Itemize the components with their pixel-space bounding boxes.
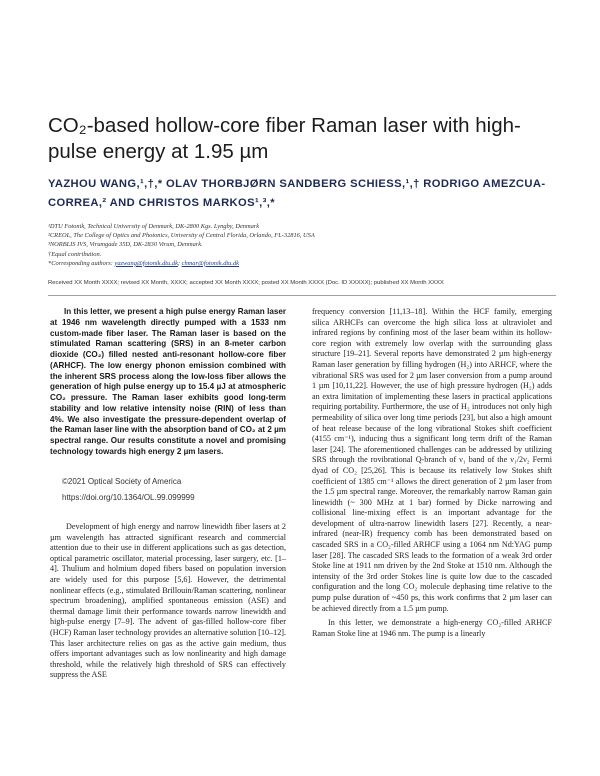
author-list: YAZHOU WANG,¹,†,* OLAV THORBJØRN SANDBERG SCHIESS,¹,† RODRIGO AMEZCUA-CORREA,² AND CHRISTOS MARKOS¹,³,*: [48, 178, 546, 209]
copyright: ©2021 Optical Society of America: [62, 477, 182, 486]
affiliation-3: ³NORBLIS IVS, Virumgade 35D, DK-2830 Virum, Denmark.: [48, 241, 203, 249]
email-link-1[interactable]: yazwang@fotonik.dtu.dk: [114, 259, 178, 267]
body-column-right: [312, 307, 552, 639]
affiliation-2: ²CREOL, The College of Optics and Photonics, University of Central Florida, Orlando, FL-32816, USA: [48, 232, 315, 240]
affiliation-1: ¹DTU Fotonik, Technical University of Denmark, DK-2800 Kgs. Lyngby, Denmark: [48, 223, 260, 230]
abstract: [50, 307, 286, 458]
header-divider: [48, 295, 556, 296]
intro-paragraph: Development of high energy and narrow linewidth fiber lasers at 2 µm wavelength has attracted significant research and commercial attention due to their use in different applications such as gas detection, optical parametric oscillator, material processing, laser surgery, etc. [1–4]. Thulium and holmium doped fibers based on population inversion are widely used for this purpose [5,6]. However, the detrimental nonlinear effects (e.g., stimulated Brillouin/Raman scattering, nonlinear spectrum broadening), amplified spontaneous emission (ASE) and thermal damage limit their performance towards narrow linewidth and high-pulse energy [7–9]. The advent of gas-filled hollow-core fiber (HCF) Raman laser technology provides an alternative solution [10–12]. This laser architecture relies on gas as the active gain medium, thus offers important advantages such as low nonlinearity and high damage threshold, while the relatively high threshold of SRS can effectively suppress the ASE: [50, 522, 286, 680]
abstract-text: In this letter, we present a high pulse energy Raman laser at 1946 nm wavelength directly pumped with a 1533 nm custom-made fiber laser. The Raman laser is based on the stimulated Raman scattering (SRS) in an 8-meter carbon dioxide (CO₂) filled nested anti-resonant hollow-core fiber (ARHCF). The low energy phonon emission combined with the inherent SRS process along the low-loss fiber allows the generation of high pulse energy up to 15.4 µJ at atmospheric CO₂ pressure. The Raman laser exhibits good long-term stability and low relative intensity noise (RIN) of less than 4%. We also investigate the pressure-dependent overlap of the Raman laser line with the absorption band of CO₂ at 2 µm spectral range. Our results constitute a novel and promising technology towards high energy 2 µm lasers.: [50, 307, 286, 456]
email-separator: ;: [177, 259, 182, 267]
doi-link[interactable]: https://doi.org/10.1364/OL.99.099999: [62, 493, 195, 502]
corresponding-label: *Corresponding authors:: [48, 259, 115, 267]
corresponding-authors: [48, 259, 548, 268]
email-link-2[interactable]: chmar@fotonik.dtu.dk: [181, 259, 239, 267]
affiliations: [48, 222, 548, 268]
publication-history: Received XX Month XXXX; revised XX Month, XXXX; accepted XX Month XXXX; posted XX Month XXXX (Doc. ID XXXXX); published XX Month XXXX: [48, 280, 444, 286]
body-paragraph-continued: frequency conversion [11,13–18]. Within the HCF family, emerging silica ARHCFs can overcome the high silica loss at ultraviolet and infrared regions by confining most of the laser beam within its hollow-core region with extremely low overlap with the surrounding glass structure [19–21]. Several reports have demonstrated 2 µm high-energy Raman laser generation by filling hydrogen (H₂) into ARHCF, where the vibrational SRS was used for 2 µm laser conversion from a pump around 1 µm [10,11,22]. However, the use of high pressure hydrogen (H₂) adds an extra limitation of implementing these lasers in practical applications requiring portability. Furthermore, the use of H₂ introduces not only high permeability of silica over long time periods [23], but also a high amount of heat release because of the long vibrational Stokes shift coefficient (4155 cm⁻¹), inducing thus a significant long term drift of the Raman laser [24]. The aforementioned challenges can be addressed by utilizing SRS through the rovibrational Q-branch of ν₁ band of the ν₁/2ν₂ Fermi dyad of CO₂ [25,26]. This is because its relatively low Stokes shift coefficient of 1385 cm⁻¹ allows the direct generation of 2 µm laser from the 1.5 µm spectral range. Moreover, the remarkably narrow Raman gain linewidth (~ 300 MHz at 1 bar) formed by Dicke narrowing and collisional line-mixing effect is an important advantage for the development of ultra-narrow linewidth lasers [27]. Recently, a near-infrared (near-IR) frequency comb has been demonstrated based on cascaded SRS in a CO₂-filled ARHCF using a 1064 nm Nd:YAG pump laser [28]. The cascaded SRS leads to the formation of a weak 3rd order Stoke line at 1911 nm driven by the 2nd Stoke at 1510 nm. Although the intensity of the 3rd order Stokes line is quite low due to the cascaded configuration and the long CO₂ molecule dephasing time relative to the pump pulse duration of ~450 ps, this work confirms that 2 µm laser can be achieved directly from a 1.5 µm pump.: [312, 307, 552, 613]
paper-title: CO₂-based hollow-core fiber Raman laser with high-pulse energy at 1.95 µm: [48, 114, 521, 163]
body-column-left: [50, 522, 286, 681]
equal-contribution-note: †Equal contribution.: [48, 250, 102, 258]
body-paragraph-letter: In this letter, we demonstrate a high-energy CO₂-filled ARHCF Raman Stoke line at 1946 nm. The pump is a linearly: [312, 618, 552, 638]
